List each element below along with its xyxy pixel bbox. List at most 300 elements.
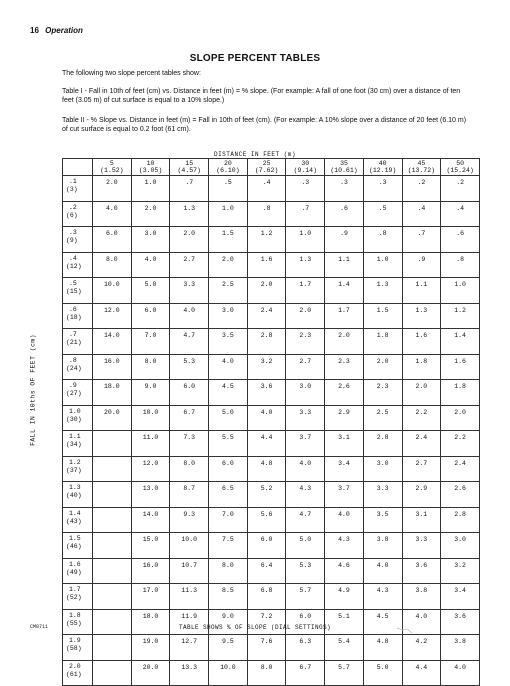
table-cell: .8	[363, 227, 402, 253]
table-cell: 2.8	[363, 431, 402, 457]
table-cell: .4	[441, 201, 480, 227]
table-cell: 9.0	[131, 380, 170, 406]
page-number: 16	[30, 26, 39, 35]
table-cell: 1.3	[170, 201, 209, 227]
table-cell: 2.9	[325, 405, 364, 431]
table-cell: 4.0	[247, 405, 286, 431]
table-cell: 6.0	[247, 533, 286, 559]
table-cell: 1.5	[363, 303, 402, 329]
table-cell: 8.0	[209, 558, 248, 584]
fall-feet: 1.0	[69, 407, 81, 415]
table-cell: .5	[363, 201, 402, 227]
table-cell: 12.0	[93, 303, 132, 329]
row-header	[63, 176, 93, 202]
table-cell: 8.7	[170, 482, 209, 508]
table-cell: .2	[402, 176, 441, 202]
table-cell: 3.8	[363, 533, 402, 559]
table-cell: 5.0	[209, 405, 248, 431]
table-cell: 7.0	[209, 507, 248, 533]
distance-axis-label: DISTANCE IN FEET (m)	[213, 151, 296, 158]
table-cell: 16.0	[131, 558, 170, 584]
table-cell: 3.5	[209, 329, 248, 355]
table-row	[63, 635, 480, 661]
table-cell: 1.3	[286, 252, 325, 278]
table-cell: 3.7	[325, 482, 364, 508]
table-cell: 10.0	[209, 660, 248, 686]
column-header: 5 (1.52)	[93, 159, 132, 176]
figure-code: CM0711	[30, 624, 49, 630]
table-cell: 4.7	[170, 329, 209, 355]
fall-cm: (49)	[66, 568, 82, 576]
table-cell: 8.0	[93, 252, 132, 278]
table-cell: .7	[170, 176, 209, 202]
fall-feet: .7	[69, 331, 77, 338]
table-cell: 3.3	[363, 482, 402, 508]
table-row	[63, 354, 480, 380]
table-cell: 14.0	[131, 507, 170, 533]
table-row	[63, 176, 480, 202]
fall-cm: (52)	[66, 594, 82, 601]
fall-cm: (58)	[66, 645, 82, 652]
table-cell: 2.5	[209, 278, 248, 304]
table-cell: 12.0	[131, 456, 170, 482]
column-header: 10 (3.05)	[131, 159, 170, 176]
table-cell: 7.5	[209, 533, 248, 559]
table-cell: 8.0	[170, 456, 209, 482]
table-cell: 5.0	[286, 533, 325, 559]
table-cell: 6.8	[247, 584, 286, 610]
table-cell	[93, 431, 132, 457]
table-cell: 8.5	[209, 584, 248, 610]
fall-feet: .9	[69, 382, 77, 389]
intro-text: The following two slope percent tables show:	[62, 70, 201, 77]
table-cell: 20.0	[131, 660, 170, 686]
table-cell: .8	[247, 201, 286, 227]
fall-cm: (37)	[66, 466, 82, 474]
row-header	[63, 201, 93, 227]
table-row	[63, 558, 480, 584]
table-cell: 3.7	[286, 431, 325, 457]
column-header: 45 (13.72)	[402, 159, 441, 176]
table-cell: 1.7	[286, 278, 325, 304]
table-cell: 5.4	[325, 635, 364, 661]
table-cell: 14.0	[93, 329, 132, 355]
row-header	[63, 329, 93, 355]
table-cell	[93, 533, 132, 559]
fall-feet: 1.5	[69, 535, 81, 542]
table-cell: 1.0	[286, 227, 325, 253]
table-cell: .2	[441, 176, 480, 202]
table-cell: 19.0	[131, 635, 170, 661]
fall-feet: .3	[69, 229, 77, 236]
table-cell: 1.5	[209, 227, 248, 253]
table-cell: 2.0	[170, 227, 209, 253]
table-cell: .4	[247, 176, 286, 202]
table-cell: 2.4	[247, 303, 286, 329]
slope-percent-table	[62, 158, 480, 686]
column-header: 50 (15.24)	[441, 159, 480, 176]
fall-cm: (55)	[66, 619, 82, 627]
table-cell: 12.7	[170, 635, 209, 661]
table-cell: 2.0	[209, 252, 248, 278]
row-header	[63, 405, 93, 431]
table-cell: .3	[325, 176, 364, 202]
table-cell: 10.7	[170, 558, 209, 584]
row-header	[63, 558, 93, 584]
table-row	[63, 431, 480, 457]
table-cell: 1.3	[363, 278, 402, 304]
table-cell: 4.5	[209, 380, 248, 406]
table-cell: 1.6	[402, 329, 441, 355]
table-cell: 6.7	[286, 660, 325, 686]
table-cell: 1.8	[402, 354, 441, 380]
table-cell: 3.6	[247, 380, 286, 406]
table-cell: 3.6	[441, 609, 480, 635]
table-cell: 18.0	[93, 380, 132, 406]
table-cell: 2.7	[402, 456, 441, 482]
table-cell: 3.2	[441, 558, 480, 584]
table-cell: 9.3	[170, 507, 209, 533]
fall-feet: 1.7	[69, 586, 81, 593]
row-header	[63, 482, 93, 508]
row-header	[63, 303, 93, 329]
table-cell: 2.9	[402, 482, 441, 508]
fall-cm: (30)	[66, 415, 82, 423]
table-cell: 6.7	[170, 405, 209, 431]
table-cell: 4.0	[93, 201, 132, 227]
table-cell: 7.0	[131, 329, 170, 355]
fall-cm: (40)	[66, 492, 82, 499]
table-cell: 3.2	[247, 354, 286, 380]
table-cell: 10.0	[131, 405, 170, 431]
table-cell: 5.0	[363, 660, 402, 686]
table-cell: 2.6	[441, 482, 480, 508]
table-cell: 1.8	[363, 329, 402, 355]
table-cell: 9.5	[209, 635, 248, 661]
table-cell: 2.0	[402, 380, 441, 406]
table-cell: .7	[286, 201, 325, 227]
row-header	[63, 354, 93, 380]
table-cell: 16.0	[93, 354, 132, 380]
column-header: 40 (12.19)	[363, 159, 402, 176]
table-cell: 3.6	[402, 558, 441, 584]
table-cell: 1.6	[247, 252, 286, 278]
table-cell: 1.3	[402, 303, 441, 329]
table-cell: 6.0	[170, 380, 209, 406]
table-cell: 18.0	[131, 609, 170, 635]
row-header	[63, 660, 93, 686]
table-cell: 1.0	[363, 252, 402, 278]
table-cell: 9.0	[209, 609, 248, 635]
table-cell: 4.5	[363, 609, 402, 635]
table-row	[63, 507, 480, 533]
fall-feet: 1.8	[69, 611, 81, 619]
table-cell: 1.0	[209, 201, 248, 227]
column-header: 25 (7.62)	[247, 159, 286, 176]
fall-cm: (34)	[66, 441, 82, 448]
table-cell: 1.2	[247, 227, 286, 253]
table-two-description: Table II - % Slope vs. Distance in feet (m) = Fall in 10th of feet (cm). (For example: A 10% slope over a distance of 20 feet (6.10 m) of cut surface is equal to 0.2 foot (61 cm).	[62, 117, 467, 133]
table-cell: 10.0	[170, 533, 209, 559]
fall-feet: 1.6	[69, 560, 81, 568]
table-cell: 4.8	[363, 635, 402, 661]
table-cell: 5.2	[247, 482, 286, 508]
table-cell: 2.7	[286, 354, 325, 380]
table-cell: 5.6	[247, 507, 286, 533]
table-cell: 3.4	[441, 584, 480, 610]
row-header	[63, 252, 93, 278]
table-cell: 1.4	[325, 278, 364, 304]
table-cell: 4.0	[363, 558, 402, 584]
fall-feet: .8	[69, 356, 77, 364]
fall-cm: (43)	[66, 517, 82, 525]
table-cell	[93, 558, 132, 584]
fall-feet: 1.2	[69, 458, 81, 466]
table-cell	[93, 660, 132, 686]
table-cell: 3.8	[441, 635, 480, 661]
table-cell: 3.1	[325, 431, 364, 457]
table-cell: 3.0	[209, 303, 248, 329]
table-cell: .4	[402, 201, 441, 227]
table-cell: 2.7	[170, 252, 209, 278]
fall-cm: (21)	[66, 339, 82, 346]
fall-feet: 1.4	[69, 509, 81, 517]
table-cell: 4.0	[402, 609, 441, 635]
table-cell: 4.0	[286, 456, 325, 482]
table-body	[63, 176, 480, 686]
fall-cm: (15)	[66, 288, 82, 295]
table-cell: 3.5	[363, 507, 402, 533]
table-cell: 6.0	[131, 303, 170, 329]
table-cell: 2.8	[441, 507, 480, 533]
table-cell: 3.3	[286, 405, 325, 431]
table-cell: 5.7	[286, 584, 325, 610]
table-cell: 2.5	[363, 405, 402, 431]
table-cell: 4.0	[131, 252, 170, 278]
fall-cm: (24)	[66, 364, 82, 372]
fall-cm: (6)	[66, 211, 78, 219]
table-cell: 8.0	[247, 660, 286, 686]
table-cell: 6.0	[93, 227, 132, 253]
fall-cm: (18)	[66, 313, 82, 321]
table-cell: 2.2	[441, 431, 480, 457]
table-cell: 7.6	[247, 635, 286, 661]
table-row	[63, 380, 480, 406]
table-cell: .7	[402, 227, 441, 253]
table-cell: 5.0	[131, 278, 170, 304]
table-cell: .5	[209, 176, 248, 202]
table-cell	[93, 456, 132, 482]
fall-cm: (12)	[66, 262, 82, 270]
fall-feet: .5	[69, 280, 77, 287]
row-header	[63, 431, 93, 457]
column-header: 30 (9.14)	[286, 159, 325, 176]
table-cell: 3.8	[402, 584, 441, 610]
fall-cm: (61)	[66, 670, 82, 678]
fall-cm: (27)	[66, 390, 82, 397]
table-cell: 3.4	[325, 456, 364, 482]
table-cell: 3.0	[441, 533, 480, 559]
table-cell: 2.0	[93, 176, 132, 202]
table-cell: 11.0	[131, 431, 170, 457]
row-header	[63, 584, 93, 610]
column-header: 15 (4.57)	[170, 159, 209, 176]
table-row	[63, 456, 480, 482]
table-cell	[93, 635, 132, 661]
fall-feet: 1.3	[69, 484, 81, 491]
table-cell: 7.3	[170, 431, 209, 457]
row-header	[63, 533, 93, 559]
table-cell: 1.1	[402, 278, 441, 304]
table-cell: 3.3	[402, 533, 441, 559]
table-cell: 11.3	[170, 584, 209, 610]
table-cell: 2.4	[402, 431, 441, 457]
table-row	[63, 227, 480, 253]
table-cell: 17.0	[131, 584, 170, 610]
table-cell: 3.0	[286, 380, 325, 406]
table-cell	[93, 584, 132, 610]
table-cell: 4.4	[247, 431, 286, 457]
table-cell: 4.0	[209, 354, 248, 380]
table-cell: 3.1	[402, 507, 441, 533]
table-cell: 2.0	[286, 303, 325, 329]
table-cell: 11.9	[170, 609, 209, 635]
fall-feet: 1.1	[69, 433, 81, 440]
table-cell: 4.3	[363, 584, 402, 610]
table-corner-cell	[63, 159, 93, 176]
table-cell: 2.6	[325, 380, 364, 406]
fall-feet: 1.9	[69, 637, 81, 644]
row-header	[63, 278, 93, 304]
table-cell: 6.4	[247, 558, 286, 584]
table-cell: 1.2	[441, 303, 480, 329]
table-cell: 8.0	[131, 354, 170, 380]
table-cell: 1.8	[441, 380, 480, 406]
fall-feet: .2	[69, 203, 77, 211]
fall-feet: 2.0	[69, 662, 81, 670]
table-cell: 2.0	[131, 201, 170, 227]
table-cell: 4.0	[441, 660, 480, 686]
page-header	[30, 26, 83, 35]
table-cell: 5.3	[170, 354, 209, 380]
table-caption: TABLE SHOWS % OF SLOPE (DIAL SETTINGS)	[178, 624, 332, 631]
row-header	[63, 635, 93, 661]
table-one-description: Table I - Fall in 10th of feet (cm) vs. Distance in feet (m) = % slope. (For example: A fall of one foot (30 cm) over a distance of ten feet (3.05 m) of cut surface is equal to a 10% slope.)	[62, 88, 461, 104]
table-cell: 5.7	[325, 660, 364, 686]
table-cell: 2.3	[363, 380, 402, 406]
fall-feet: .6	[69, 305, 77, 313]
table-row	[63, 201, 480, 227]
row-header	[63, 227, 93, 253]
fall-cm: (46)	[66, 543, 82, 550]
table-cell: 4.8	[247, 456, 286, 482]
row-header	[63, 380, 93, 406]
table-cell: 2.0	[441, 405, 480, 431]
table-row	[63, 482, 480, 508]
table-cell: .6	[441, 227, 480, 253]
table-cell: 3.3	[170, 278, 209, 304]
table-header-row	[63, 159, 480, 176]
table-cell: 5.5	[209, 431, 248, 457]
table-cell: 4.0	[325, 507, 364, 533]
table-cell: 1.4	[441, 329, 480, 355]
column-header: 35 (10.61)	[325, 159, 364, 176]
fall-axis-label: FALL IN 10ths OF FEET (cm)	[29, 334, 37, 446]
table-cell	[93, 482, 132, 508]
table-cell: 3.0	[131, 227, 170, 253]
table-cell: 4.0	[170, 303, 209, 329]
page-title: SLOPE PERCENT TABLES	[189, 53, 321, 64]
table-cell: 1.0	[441, 278, 480, 304]
table-cell: 13.3	[170, 660, 209, 686]
table-cell: 2.3	[325, 354, 364, 380]
table-row	[63, 329, 480, 355]
table-cell: 4.3	[325, 533, 364, 559]
table-cell: 1.0	[131, 176, 170, 202]
table-cell: .3	[363, 176, 402, 202]
table-row	[63, 533, 480, 559]
table-cell: 13.0	[131, 482, 170, 508]
table-row	[63, 278, 480, 304]
table-row	[63, 660, 480, 686]
row-header	[63, 507, 93, 533]
table-cell: 6.0	[286, 609, 325, 635]
table-cell: .8	[441, 252, 480, 278]
fall-feet: .1	[69, 178, 77, 185]
table-cell: .9	[325, 227, 364, 253]
table-cell: .9	[402, 252, 441, 278]
table-cell: 7.2	[247, 609, 286, 635]
table-cell: 2.0	[325, 329, 364, 355]
table-cell: 4.6	[325, 558, 364, 584]
table-cell: 1.1	[325, 252, 364, 278]
table-cell: 1.6	[441, 354, 480, 380]
table-cell: 4.4	[402, 660, 441, 686]
table-cell: 4.9	[325, 584, 364, 610]
column-header: 20 (6.10)	[209, 159, 248, 176]
table-cell: 4.2	[402, 635, 441, 661]
table-row	[63, 252, 480, 278]
table-cell: 2.4	[441, 456, 480, 482]
table-row	[63, 584, 480, 610]
section-name: Operation	[45, 26, 83, 35]
table-cell: 4.7	[286, 507, 325, 533]
table-cell: 6.5	[209, 482, 248, 508]
table-cell: 15.0	[131, 533, 170, 559]
table-cell: 2.2	[402, 405, 441, 431]
row-header	[63, 456, 93, 482]
fall-cm: (9)	[66, 237, 78, 244]
table-cell: 20.0	[93, 405, 132, 431]
table-cell: 5.1	[325, 609, 364, 635]
table-cell: .3	[286, 176, 325, 202]
table-cell: 2.0	[363, 354, 402, 380]
table-cell: .6	[325, 201, 364, 227]
table-row	[63, 303, 480, 329]
pencil-mark	[395, 625, 415, 635]
table-cell: 6.3	[286, 635, 325, 661]
fall-cm: (3)	[66, 186, 78, 193]
fall-feet: .4	[69, 254, 77, 262]
table-cell: 3.0	[363, 456, 402, 482]
table-cell: 4.3	[286, 482, 325, 508]
table-cell: 6.0	[209, 456, 248, 482]
table-cell: 5.3	[286, 558, 325, 584]
table-row	[63, 405, 480, 431]
table-cell: 1.7	[325, 303, 364, 329]
table-cell: 2.8	[247, 329, 286, 355]
table-cell: 10.0	[93, 278, 132, 304]
